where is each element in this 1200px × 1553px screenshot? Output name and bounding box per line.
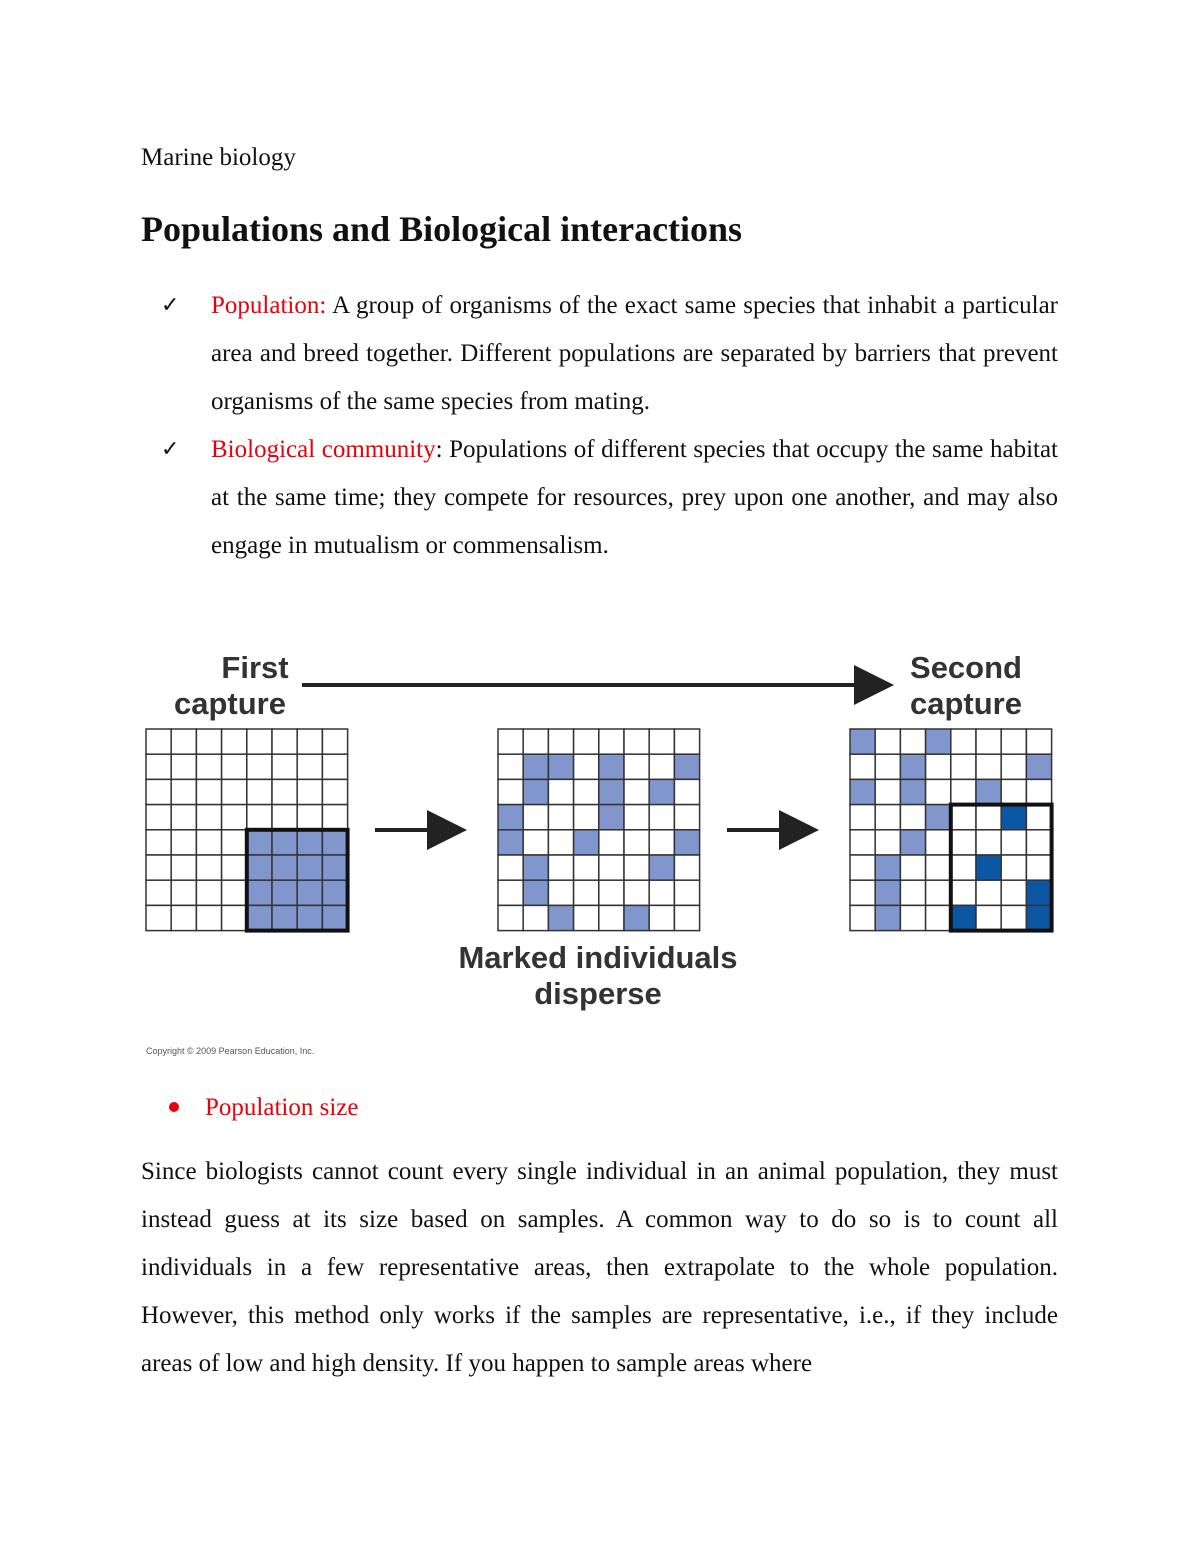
grid-cell — [523, 830, 548, 855]
grid-cell — [951, 880, 976, 905]
grid-cell — [926, 779, 951, 804]
grid-cell — [247, 779, 272, 804]
grid-cell — [624, 805, 649, 830]
grid-cell — [900, 880, 925, 905]
definition-text: A group of organisms of the exact same species that inhabit a particular area and breed together. Different populations are separated by barriers that prevent organisms of the same species from mating. — [211, 292, 1058, 415]
grid-cell — [574, 779, 599, 804]
grid-cell — [247, 729, 272, 754]
grid-cell — [574, 805, 599, 830]
grid-cell — [196, 830, 221, 855]
grid-cell — [523, 905, 548, 930]
grid-cell — [297, 805, 322, 830]
grid-cell — [649, 880, 674, 905]
grid-cell — [171, 830, 196, 855]
grid-cell — [976, 805, 1001, 830]
body-paragraph: Since biologists cannot count every single individual in an animal population, they must instead guess at its size based on samples. A common way to do so is to count all individuals in a few representative areas, then extrapolate to the whole population. However, this method only works if the samples are representative, i.e., if they include areas of low and high density. If you happen to sample areas where — [141, 1158, 1058, 1377]
grid-cell — [171, 880, 196, 905]
marked-cell — [649, 855, 674, 880]
grid-cell — [322, 779, 347, 804]
grid-cell — [850, 880, 875, 905]
grid-cell — [674, 729, 699, 754]
marked-cell — [900, 779, 925, 804]
grid-cell — [624, 754, 649, 779]
bullet-icon — [169, 1102, 179, 1112]
grid-cell — [498, 905, 523, 930]
grid-cell — [624, 855, 649, 880]
grid-cell — [875, 779, 900, 804]
grid-cell — [1001, 779, 1026, 804]
grid-cell — [926, 905, 951, 930]
marked-cell — [297, 830, 322, 855]
grid-cell — [498, 880, 523, 905]
grid-cell — [322, 805, 347, 830]
grid-cell — [146, 880, 171, 905]
grid-cell — [624, 779, 649, 804]
first-capture-label-line1: First — [221, 650, 289, 685]
grid-cell — [574, 855, 599, 880]
grid-cell — [523, 729, 548, 754]
marked-cell — [498, 830, 523, 855]
grid-cell — [146, 855, 171, 880]
grid-cell — [674, 880, 699, 905]
dispersal-label-line1: Marked individuals — [458, 940, 738, 975]
grid-cell — [548, 805, 573, 830]
marked-cell — [674, 754, 699, 779]
marked-cell — [850, 779, 875, 804]
marked-cell — [900, 754, 925, 779]
grid-cell — [548, 779, 573, 804]
grid-cell — [624, 830, 649, 855]
grid-cell — [649, 754, 674, 779]
second-capture-label-line1: Second — [910, 650, 1022, 685]
marked-cell — [599, 779, 624, 804]
marked-cell — [498, 805, 523, 830]
marked-cell — [297, 880, 322, 905]
grid-cell — [649, 805, 674, 830]
marked-cell — [875, 855, 900, 880]
grid-cell — [498, 754, 523, 779]
marked-cell — [523, 855, 548, 880]
mark-recapture-diagram — [140, 640, 1070, 1070]
grid-cell — [674, 779, 699, 804]
marked-cell — [976, 779, 1001, 804]
grid-cell — [247, 754, 272, 779]
marked-cell — [599, 754, 624, 779]
grid-cell — [146, 905, 171, 930]
grid-cell — [222, 830, 247, 855]
marked-cell — [574, 830, 599, 855]
grid-cell — [171, 905, 196, 930]
grid-cell — [649, 905, 674, 930]
grid-cell — [146, 805, 171, 830]
grid-cell — [1026, 729, 1051, 754]
grid-cell — [951, 830, 976, 855]
section-heading — [141, 1088, 358, 1128]
grid-cell — [976, 729, 1001, 754]
marked-cell — [272, 905, 297, 930]
grid-cell — [222, 805, 247, 830]
grid-cell — [926, 855, 951, 880]
grid-cell — [951, 729, 976, 754]
grid-cell — [322, 754, 347, 779]
definition-term: Biological community — [211, 436, 436, 463]
grid-cell — [951, 754, 976, 779]
marked-cell — [247, 905, 272, 930]
grid-cell — [1026, 779, 1051, 804]
grid-cell — [146, 779, 171, 804]
grid-cell — [900, 729, 925, 754]
grid-cell — [850, 805, 875, 830]
recaptured-cell — [951, 905, 976, 930]
marked-cell — [900, 830, 925, 855]
grid-cell — [599, 830, 624, 855]
grid-cell — [649, 729, 674, 754]
recaptured-cell — [1001, 805, 1026, 830]
checkmark-icon: ✓ — [161, 293, 180, 318]
grid-cell — [900, 805, 925, 830]
grid-cell — [171, 754, 196, 779]
grid-cell — [951, 779, 976, 804]
grid-cell — [574, 729, 599, 754]
copyright-notice: Copyright © 2009 Pearson Education, Inc. — [146, 1046, 315, 1056]
grid-cell — [196, 779, 221, 804]
grid-cell — [599, 855, 624, 880]
grid-cell — [1001, 880, 1026, 905]
grid-cell — [272, 729, 297, 754]
grid-cell — [548, 729, 573, 754]
definition-list — [141, 282, 1058, 570]
grid-cell — [196, 880, 221, 905]
grid-cell — [1001, 729, 1026, 754]
marked-cell — [247, 855, 272, 880]
grid-cell — [624, 880, 649, 905]
definition-text: : Populations of different species that occupy the same habitat at the same time; they compete for resources, prey upon one another, and may also engage in mutualism or commensalism. — [211, 436, 1058, 559]
definition-population — [141, 282, 1058, 426]
grid-cell — [297, 754, 322, 779]
grid-cell — [875, 805, 900, 830]
marked-cell — [523, 779, 548, 804]
grid-cell — [674, 905, 699, 930]
marked-cell — [523, 880, 548, 905]
grid-cell — [926, 830, 951, 855]
grid-cell — [574, 754, 599, 779]
grid-cell — [1001, 905, 1026, 930]
grid-cell — [624, 729, 649, 754]
grid-cell — [196, 754, 221, 779]
grid-cell — [976, 880, 1001, 905]
grid-cell — [1001, 754, 1026, 779]
grid-cell — [548, 880, 573, 905]
grid-cell — [297, 779, 322, 804]
grid-cell — [171, 779, 196, 804]
marked-cell — [247, 880, 272, 905]
marked-cell — [322, 905, 347, 930]
grid-cell — [599, 880, 624, 905]
marked-cell — [548, 754, 573, 779]
grid-cell — [649, 830, 674, 855]
grid-cell — [272, 754, 297, 779]
grid-cell — [196, 855, 221, 880]
recaptured-cell — [976, 855, 1001, 880]
marked-cell — [322, 855, 347, 880]
marked-cell — [322, 880, 347, 905]
marked-cell — [272, 830, 297, 855]
marked-cell — [674, 830, 699, 855]
grid-cell — [548, 830, 573, 855]
grid-cell — [146, 729, 171, 754]
grid-cell — [322, 729, 347, 754]
grid-cell — [222, 905, 247, 930]
grid-cell — [1001, 830, 1026, 855]
grid-cell — [951, 855, 976, 880]
second-capture-label-line2: capture — [910, 686, 1022, 721]
grid-cell — [674, 805, 699, 830]
marked-cell — [1026, 754, 1051, 779]
grid-cell — [900, 905, 925, 930]
grid-cell — [1026, 830, 1051, 855]
marked-cell — [548, 905, 573, 930]
marked-cell — [875, 905, 900, 930]
marked-cell — [649, 779, 674, 804]
grid-cell — [222, 855, 247, 880]
grid-cell — [196, 905, 221, 930]
mark-recapture-figure — [140, 640, 1070, 1070]
marked-cell — [599, 805, 624, 830]
grid-cell — [146, 754, 171, 779]
grid-cell — [1026, 805, 1051, 830]
grid-cell — [951, 805, 976, 830]
grid-cell — [498, 729, 523, 754]
page-title: Populations and Biological interactions — [141, 209, 743, 249]
recaptured-cell — [1026, 905, 1051, 930]
grid-cell — [222, 779, 247, 804]
grid-cell — [599, 729, 624, 754]
grid-cell — [196, 729, 221, 754]
grid-cell — [548, 855, 573, 880]
grid-cell — [574, 880, 599, 905]
grid-cell — [523, 805, 548, 830]
grid-cell — [171, 729, 196, 754]
grid-cell — [272, 779, 297, 804]
grid-cell — [900, 855, 925, 880]
grid-cell — [498, 779, 523, 804]
grid-cell — [222, 754, 247, 779]
grid-cell — [247, 805, 272, 830]
grid-cell — [574, 905, 599, 930]
grid-cell — [850, 754, 875, 779]
first-capture-grid — [146, 729, 348, 931]
marked-cell — [322, 830, 347, 855]
marked-cell — [247, 830, 272, 855]
dispersal-label-line2: disperse — [534, 976, 662, 1011]
grid-cell — [599, 905, 624, 930]
grid-cell — [171, 805, 196, 830]
grid-cell — [498, 855, 523, 880]
grid-cell — [297, 729, 322, 754]
grid-cell — [850, 830, 875, 855]
marked-cell — [297, 855, 322, 880]
grid-cell — [926, 880, 951, 905]
dispersal-grid — [498, 729, 700, 931]
subject-label: Marine biology — [141, 144, 296, 171]
section-heading-text: Population size — [205, 1094, 359, 1121]
grid-cell — [1001, 855, 1026, 880]
recaptured-cell — [1026, 880, 1051, 905]
grid-cell — [222, 880, 247, 905]
marked-cell — [875, 880, 900, 905]
grid-cell — [875, 830, 900, 855]
marked-cell — [624, 905, 649, 930]
marked-cell — [272, 855, 297, 880]
grid-cell — [196, 805, 221, 830]
grid-cell — [976, 905, 1001, 930]
grid-cell — [875, 729, 900, 754]
grid-cell — [171, 855, 196, 880]
definition-community — [141, 426, 1058, 570]
checkmark-icon: ✓ — [161, 437, 180, 462]
marked-cell — [297, 905, 322, 930]
marked-cell — [850, 729, 875, 754]
marked-cell — [272, 880, 297, 905]
grid-cell — [976, 754, 1001, 779]
grid-cell — [272, 805, 297, 830]
grid-cell — [146, 830, 171, 855]
marked-cell — [926, 805, 951, 830]
grid-cell — [875, 754, 900, 779]
definition-term: Population: — [211, 292, 327, 319]
grid-cell — [850, 905, 875, 930]
marked-cell — [926, 729, 951, 754]
second-capture-grid — [850, 729, 1052, 931]
grid-cell — [1026, 855, 1051, 880]
grid-cell — [222, 729, 247, 754]
marked-cell — [523, 754, 548, 779]
grid-cell — [926, 754, 951, 779]
grid-cell — [850, 855, 875, 880]
first-capture-label-line2: capture — [174, 686, 286, 721]
grid-cell — [976, 830, 1001, 855]
grid-cell — [674, 855, 699, 880]
